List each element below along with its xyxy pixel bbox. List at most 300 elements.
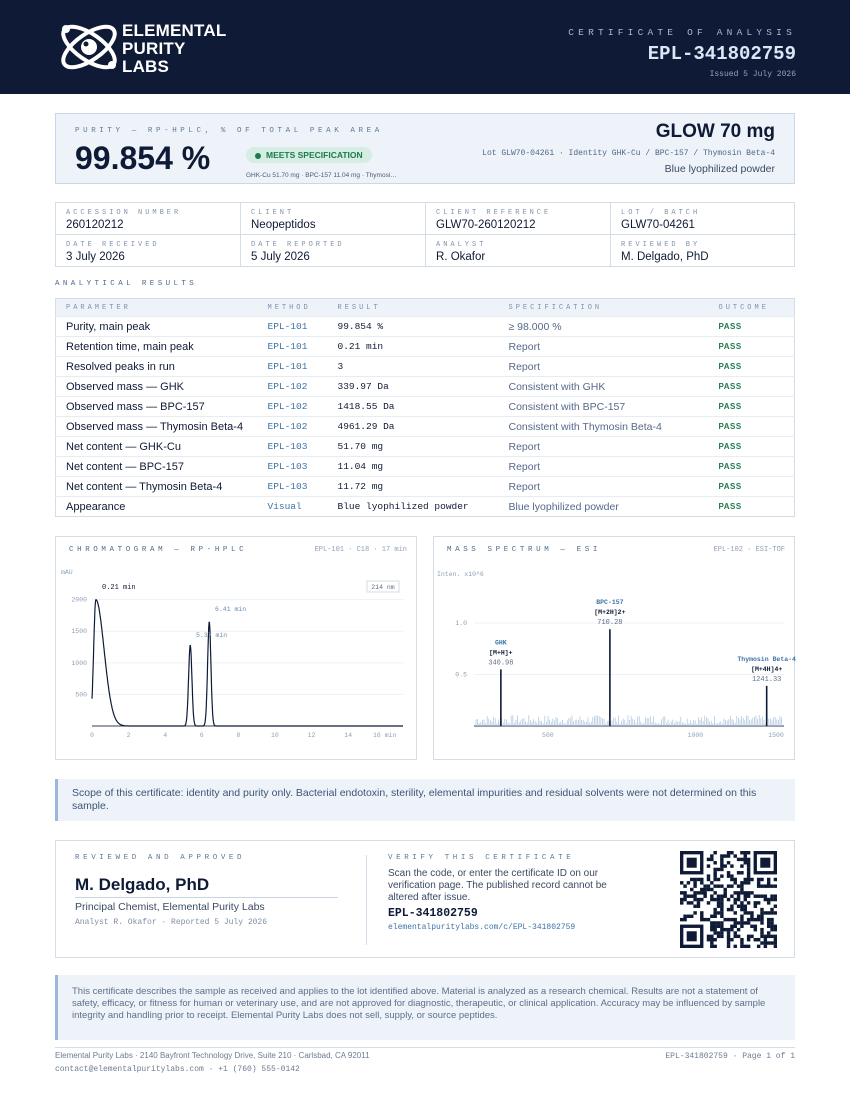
certificate-id: EPL-341802759 — [647, 43, 796, 65]
qr-module — [680, 918, 683, 921]
qr-module — [734, 921, 737, 924]
column-header: OUTCOME — [709, 299, 795, 317]
qr-module — [693, 891, 696, 894]
qr-module — [720, 884, 723, 887]
qr-module — [727, 908, 730, 911]
qr-module — [717, 931, 720, 934]
sample-meta-grid — [55, 202, 795, 267]
qr-module — [757, 878, 760, 881]
footer-address: Elemental Purity Labs · 2140 Bayfront Technology Drive, Suite 210 · Carlsbad, CA 92011 — [55, 1051, 370, 1060]
qr-module — [720, 928, 723, 931]
qr-module — [744, 894, 747, 897]
qr-module — [767, 911, 770, 914]
qr-module — [727, 945, 730, 948]
qr-module — [723, 928, 726, 931]
qr-module — [700, 915, 703, 918]
qr-module — [690, 915, 693, 918]
table-row — [56, 397, 795, 417]
qr-module — [700, 878, 703, 881]
peak-ion: [M+4H]4+ — [751, 665, 783, 673]
results-section-title: ANALYTICAL RESULTS — [55, 280, 198, 288]
qr-module — [744, 911, 747, 914]
qr-module — [713, 874, 716, 877]
qr-module — [697, 898, 700, 901]
meta-lot: LOT / BATCH GLW70-04261 — [611, 203, 796, 235]
qr-module — [710, 888, 713, 891]
y-tick-label: 1000 — [71, 659, 87, 667]
qr-module — [764, 911, 767, 914]
qr-module — [767, 935, 770, 938]
meta-client: CLIENT Neopeptidos — [241, 203, 426, 235]
meta-date-reported: DATE REPORTED 5 July 2026 — [241, 235, 426, 267]
qr-module — [693, 878, 696, 881]
qr-module — [717, 925, 720, 928]
qr-module — [713, 851, 716, 854]
qr-module — [754, 928, 757, 931]
qr-module — [767, 878, 770, 881]
qr-module — [767, 898, 770, 901]
qr-module — [774, 928, 777, 931]
peak-mz-label: 710.28 — [597, 619, 623, 628]
qr-module — [723, 854, 726, 857]
qr-module — [727, 931, 730, 934]
qr-module — [727, 898, 730, 901]
qr-finder — [687, 858, 697, 868]
qr-module — [703, 888, 706, 891]
qr-module — [774, 878, 777, 881]
qr-module — [727, 928, 730, 931]
qr-module — [737, 935, 740, 938]
qr-module — [750, 891, 753, 894]
parameter-cell: Retention time, main peak — [56, 337, 258, 357]
qr-module — [693, 894, 696, 897]
qr-module — [747, 935, 750, 938]
qr-module — [744, 861, 747, 864]
qr-module — [737, 928, 740, 931]
qr-module — [700, 911, 703, 914]
qr-module — [710, 935, 713, 938]
verify-url-link[interactable]: elementalpuritylabs.com/c/EPL-341802759 — [388, 923, 576, 932]
chromatogram-meta: EPL-101 · C18 · 17 min — [314, 546, 407, 554]
parameter-cell: Observed mass — Thymosin Beta-4 — [56, 417, 258, 437]
qr-module — [720, 858, 723, 861]
qr-module — [737, 894, 740, 897]
qr-module — [734, 901, 737, 904]
qr-module — [713, 915, 716, 918]
x-tick-label: 500 — [541, 732, 554, 739]
qr-module — [740, 881, 743, 884]
y-axis-label: Inten. x10^6 — [437, 571, 484, 578]
y-tick-label: 2000 — [71, 596, 87, 604]
scope-note: Scope of this certificate: identity and purity only. Bacterial endotoxin, sterility, elemental impurities and residual solvents were not determined on this sample. — [55, 779, 795, 821]
qr-module — [767, 931, 770, 934]
result-cell: 339.97 Da — [328, 377, 499, 397]
results-header-row — [56, 299, 795, 317]
qr-module — [770, 884, 773, 887]
qr-module — [710, 854, 713, 857]
qr-module — [740, 938, 743, 941]
qr-module — [774, 941, 777, 944]
qr-module — [740, 888, 743, 891]
qr-module — [760, 894, 763, 897]
qr-module — [734, 911, 737, 914]
qr-module — [754, 918, 757, 921]
y-tick-label: 0.5 — [455, 671, 467, 679]
qr-module — [737, 921, 740, 924]
qr-module — [734, 925, 737, 928]
brand — [72, 0, 312, 94]
result-cell: 0.21 min — [328, 337, 499, 357]
qr-module — [764, 938, 767, 941]
qr-module — [740, 864, 743, 867]
divider — [366, 855, 367, 945]
peak-label: 6.41 min — [215, 606, 247, 613]
qr-module — [764, 884, 767, 887]
method-cell: EPL-101 — [258, 357, 328, 377]
specification-cell: Report — [499, 477, 709, 497]
specification-cell: Blue lyophilized powder — [499, 497, 709, 517]
qr-module — [764, 894, 767, 897]
qr-module — [734, 931, 737, 934]
qr-module — [744, 854, 747, 857]
verify-text: Scan the code, or enter the certificate ID on our verification page. The published record cannot be altered after issue. — [388, 868, 607, 903]
qr-module — [757, 901, 760, 904]
qr-module — [727, 854, 730, 857]
verify-kicker: VERIFY THIS CERTIFICATE — [388, 854, 575, 862]
x-tick-label: 14 — [344, 732, 353, 739]
qr-module — [740, 921, 743, 924]
qr-module — [774, 905, 777, 908]
qr-module — [687, 901, 690, 904]
chromatogram-panel — [55, 536, 417, 760]
qr-module — [747, 921, 750, 924]
qr-module — [683, 918, 686, 921]
meta-accession: ACCESSION NUMBER 260120212 — [56, 203, 241, 235]
qr-module — [713, 931, 716, 934]
y-tick-label: 1500 — [71, 628, 87, 636]
qr-module — [740, 941, 743, 944]
method-cell: EPL-102 — [258, 377, 328, 397]
parameter-cell: Purity, main peak — [56, 317, 258, 337]
outcome-cell: PASS — [709, 457, 795, 477]
qr-module — [734, 891, 737, 894]
qr-module — [717, 911, 720, 914]
qr-module — [747, 938, 750, 941]
product-name: GLOW 70 mg — [655, 121, 775, 142]
result-cell: 11.72 mg — [328, 477, 499, 497]
qr-module — [740, 905, 743, 908]
qr-module — [744, 881, 747, 884]
x-tick-label: 16 min — [373, 732, 397, 739]
qr-module — [774, 884, 777, 887]
qr-module — [693, 881, 696, 884]
qr-module — [720, 901, 723, 904]
column-header: SPECIFICATION — [499, 299, 709, 317]
qr-module — [774, 898, 777, 901]
qr-module — [717, 884, 720, 887]
qr-code-icon[interactable] — [680, 851, 777, 948]
specification-cell: Report — [499, 457, 709, 477]
qr-module — [767, 901, 770, 904]
qr-module — [764, 935, 767, 938]
qr-module — [730, 905, 733, 908]
qr-module — [770, 925, 773, 928]
qr-module — [767, 881, 770, 884]
qr-module — [703, 884, 706, 887]
qr-module — [767, 918, 770, 921]
qr-module — [750, 878, 753, 881]
qr-module — [740, 891, 743, 894]
specification-cell: Report — [499, 357, 709, 377]
purity-value: 99.854 % — [75, 140, 211, 176]
x-tick-label: 6 — [199, 732, 204, 739]
mass-spectrum-meta: EPL-102 · ESI-TOF — [713, 546, 785, 554]
outcome-cell: PASS — [709, 337, 795, 357]
qr-module — [680, 881, 683, 884]
result-cell: 99.854 % — [328, 317, 499, 337]
qr-module — [727, 884, 730, 887]
y-tick-label: 500 — [75, 691, 87, 699]
column-header: PARAMETER — [56, 299, 258, 317]
qr-module — [744, 851, 747, 854]
atom-logo-icon — [54, 12, 124, 82]
method-cell: Visual — [258, 497, 328, 517]
qr-module — [734, 898, 737, 901]
verify-certificate-id: EPL-341802759 — [388, 907, 478, 920]
qr-module — [757, 894, 760, 897]
qr-module — [717, 868, 720, 871]
meta-reviewed-by: REVIEWED BY M. Delgado, PhD — [621, 241, 709, 263]
qr-module — [710, 945, 713, 948]
outcome-cell: PASS — [709, 357, 795, 377]
table-row — [56, 377, 795, 397]
qr-module — [693, 911, 696, 914]
qr-module — [687, 881, 690, 884]
qr-module — [757, 945, 760, 948]
y-axis-label: mAU — [61, 569, 73, 576]
qr-module — [717, 901, 720, 904]
peak-label: 0.21 min — [102, 584, 136, 592]
qr-module — [690, 901, 693, 904]
qr-module — [740, 858, 743, 861]
qr-module — [774, 935, 777, 938]
qr-module — [727, 871, 730, 874]
qr-module — [747, 868, 750, 871]
qr-module — [697, 901, 700, 904]
spec-badge: MEETS SPECIFICATION — [246, 147, 372, 163]
qr-module — [764, 941, 767, 944]
outcome-cell: PASS — [709, 477, 795, 497]
parameter-cell: Net content — Thymosin Beta-4 — [56, 477, 258, 497]
qr-module — [710, 894, 713, 897]
qr-module — [707, 935, 710, 938]
qr-module — [727, 938, 730, 941]
result-cell: Blue lyophilized powder — [328, 497, 499, 517]
reviewer-title: Principal Chemist, Elemental Purity Labs — [75, 901, 265, 913]
column-header: RESULT — [328, 299, 499, 317]
qr-module — [760, 878, 763, 881]
qr-module — [747, 874, 750, 877]
qr-module — [747, 864, 750, 867]
qr-module — [723, 891, 726, 894]
method-cell: EPL-103 — [258, 477, 328, 497]
y-tick-label: 1.0 — [455, 620, 467, 628]
qr-module — [717, 921, 720, 924]
qr-module — [747, 901, 750, 904]
qr-module — [707, 878, 710, 881]
qr-module — [770, 928, 773, 931]
peak-ion: [M+H]+ — [489, 649, 513, 657]
qr-module — [764, 898, 767, 901]
qr-module — [744, 921, 747, 924]
qr-module — [713, 884, 716, 887]
qr-module — [750, 925, 753, 928]
qr-module — [707, 938, 710, 941]
method-cell: EPL-102 — [258, 397, 328, 417]
method-cell: EPL-102 — [258, 417, 328, 437]
method-cell: EPL-101 — [258, 337, 328, 357]
qr-module — [740, 871, 743, 874]
qr-module — [717, 905, 720, 908]
qr-module — [760, 915, 763, 918]
meta-date-received: DATE RECEIVED 3 July 2026 — [56, 235, 241, 267]
qr-module — [730, 884, 733, 887]
qr-module — [747, 894, 750, 897]
qr-module — [734, 935, 737, 938]
meta-analyst: ANALYST R. Okafor — [426, 235, 611, 267]
qr-module — [690, 894, 693, 897]
footer-contact: contact@elementalpuritylabs.com · +1 (760) 555-0142 — [55, 1065, 300, 1074]
qr-module — [757, 918, 760, 921]
qr-module — [717, 878, 720, 881]
qr-module — [727, 874, 730, 877]
review-verify-box — [55, 840, 795, 958]
qr-module — [713, 908, 716, 911]
parameter-cell: Appearance — [56, 497, 258, 517]
qr-module — [744, 858, 747, 861]
result-cell: 51.70 mg — [328, 437, 499, 457]
specification-cell: ≥ 98.000 % — [499, 317, 709, 337]
outcome-cell: PASS — [709, 317, 795, 337]
peak-label: 5.37 min — [196, 632, 228, 639]
qr-module — [717, 894, 720, 897]
qr-module — [710, 898, 713, 901]
specification-cell: Consistent with BPC-157 — [499, 397, 709, 417]
meta-client-reference: CLIENT REFERENCE GLW70-260120212 — [426, 203, 611, 235]
qr-module — [747, 871, 750, 874]
qr-module — [767, 921, 770, 924]
qr-module — [734, 945, 737, 948]
qr-module — [693, 898, 696, 901]
qr-module — [707, 884, 710, 887]
qr-module — [723, 864, 726, 867]
qr-module — [770, 941, 773, 944]
qr-module — [713, 945, 716, 948]
qr-module — [720, 915, 723, 918]
qr-module — [710, 915, 713, 918]
mass-spectrum-title: MASS SPECTRUM — ESI — [447, 546, 601, 554]
qr-module — [720, 864, 723, 867]
qr-module — [747, 858, 750, 861]
qr-module — [720, 894, 723, 897]
qr-module — [757, 881, 760, 884]
qr-module — [734, 878, 737, 881]
qr-module — [730, 925, 733, 928]
qr-module — [740, 851, 743, 854]
table-row — [56, 497, 795, 517]
qr-module — [713, 911, 716, 914]
column-header: METHOD — [258, 299, 328, 317]
qr-module — [750, 911, 753, 914]
qr-module — [760, 918, 763, 921]
qr-module — [700, 891, 703, 894]
peak-name: Thymosin Beta-4 — [737, 655, 796, 663]
peak-mz-label: 1241.33 — [751, 675, 782, 684]
qr-module — [774, 894, 777, 897]
qr-module — [730, 928, 733, 931]
qr-module — [683, 891, 686, 894]
qr-module — [683, 894, 686, 897]
qr-module — [747, 878, 750, 881]
qr-module — [754, 905, 757, 908]
qr-module — [730, 864, 733, 867]
x-tick-label: 10 — [271, 732, 279, 739]
outcome-cell: PASS — [709, 417, 795, 437]
specification-cell: Consistent with GHK — [499, 377, 709, 397]
parameter-cell: Net content — GHK-Cu — [56, 437, 258, 457]
qr-module — [754, 901, 757, 904]
header-bar — [0, 0, 850, 94]
qr-module — [747, 891, 750, 894]
purity-summary — [55, 113, 795, 184]
qr-module — [760, 908, 763, 911]
qr-module — [680, 898, 683, 901]
qr-module — [723, 888, 726, 891]
x-tick-label: 1500 — [768, 732, 784, 739]
qr-module — [770, 935, 773, 938]
qr-module — [770, 898, 773, 901]
qr-module — [774, 945, 777, 948]
qr-module — [680, 901, 683, 904]
qr-module — [730, 918, 733, 921]
qr-module — [700, 918, 703, 921]
qr-module — [727, 918, 730, 921]
qr-module — [747, 861, 750, 864]
qr-module — [734, 918, 737, 921]
mass-spectrum-panel — [433, 536, 795, 760]
qr-module — [760, 921, 763, 924]
qr-module — [730, 938, 733, 941]
qr-module — [687, 915, 690, 918]
qr-module — [737, 905, 740, 908]
qr-module — [744, 878, 747, 881]
qr-module — [740, 925, 743, 928]
table-row — [56, 337, 795, 357]
qr-module — [683, 898, 686, 901]
qr-module — [713, 925, 716, 928]
review-meta: Analyst R. Okafor · Reported 5 July 2026 — [75, 918, 268, 927]
qr-module — [720, 925, 723, 928]
chromatogram-title: CHROMATOGRAM — RP-HPLC — [69, 546, 248, 554]
qr-module — [760, 941, 763, 944]
lot-identity: Lot GLW70-04261 · Identity GHK-Cu / BPC-157 / Thymosin Beta-4 — [482, 149, 775, 158]
qr-module — [767, 884, 770, 887]
peak-ion: [M+2H]2+ — [594, 609, 626, 617]
qr-module — [737, 884, 740, 887]
outcome-cell: PASS — [709, 397, 795, 417]
qr-module — [774, 938, 777, 941]
review-kicker: REVIEWED AND APPROVED — [75, 854, 246, 862]
